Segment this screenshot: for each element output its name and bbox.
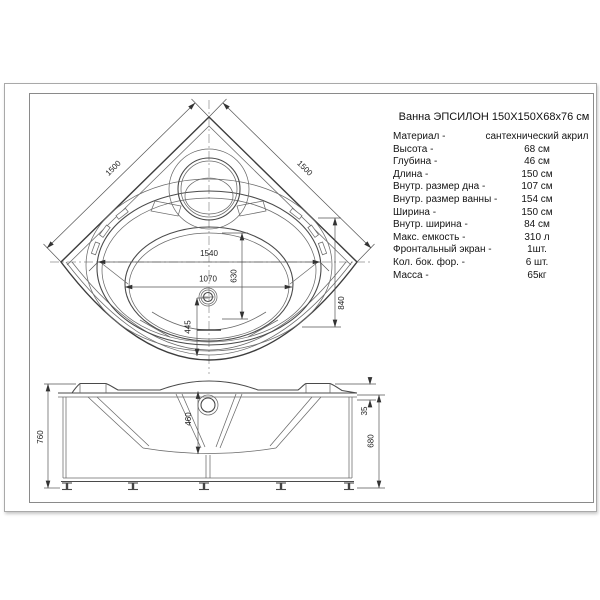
dim-label-bottom-width: 1070 <box>199 274 217 284</box>
spec-row <box>393 156 588 169</box>
page-title: Ванна ЭПСИЛОН 150Х150Х68х76 см <box>398 111 590 123</box>
spec-label: Высота - <box>393 143 434 155</box>
spec-label: Макс. емкость - <box>393 231 466 243</box>
foot <box>276 483 286 490</box>
spec-value: 150 см <box>521 206 553 218</box>
spec-value: 46 см <box>524 156 550 168</box>
spec-row <box>393 144 588 157</box>
dim-label-bath-depth: 460 <box>184 412 193 426</box>
spec-label: Материал - <box>393 131 446 142</box>
dim-label-rim-height: 35 <box>360 406 369 416</box>
dim-label-skirt-height: 680 <box>366 434 376 448</box>
spec-row <box>393 232 588 245</box>
spec-label: Фронтальный экран - <box>393 244 492 256</box>
foot <box>62 483 72 490</box>
spec-row <box>393 194 588 207</box>
spec-label: Внутр. размер дна - <box>393 181 486 193</box>
spec-row <box>393 270 588 283</box>
dim-label-side-height: 840 <box>337 296 346 310</box>
spec-value: 68 см <box>524 143 550 155</box>
front-view-dimensions <box>36 377 385 488</box>
spec-value: 6 шт. <box>525 256 549 268</box>
spec-label: Глубина - <box>393 156 438 168</box>
spec-table <box>393 131 588 282</box>
spec-label: Ширина - <box>393 206 437 218</box>
top-profile <box>58 381 357 393</box>
dim-label-inner-depth: 630 <box>229 269 239 283</box>
spec-row <box>393 169 588 182</box>
spec-value: 150 см <box>521 168 553 180</box>
tub-section <box>88 394 321 478</box>
dim-label-side-left: 1500 <box>103 158 123 178</box>
deck-panel-left <box>151 201 181 216</box>
dim-label-inner-width: 1540 <box>200 249 218 258</box>
dim-label-side-right: 1500 <box>295 158 315 178</box>
top-view <box>44 99 375 374</box>
spec-value: 1шт. <box>527 244 547 256</box>
dim-label-total-height: 760 <box>36 430 45 444</box>
spec-row <box>393 181 588 194</box>
spec-label: Внутр. размер ванны - <box>393 193 498 205</box>
edge-inner-left <box>67 126 209 265</box>
spec-row <box>393 244 588 257</box>
spec-label: Масса - <box>393 269 429 281</box>
spec-row <box>393 207 588 220</box>
spec-label: Внутр. ширина - <box>393 219 468 231</box>
spec-value: сантехнический акрил <box>485 131 589 142</box>
feet <box>62 483 354 490</box>
spec-value: 107 см <box>521 181 553 193</box>
spec-label: Кол. бок. фор. - <box>393 256 466 268</box>
front-view <box>36 377 385 490</box>
deck-panel-right <box>237 201 266 216</box>
edge-inner-right <box>209 126 351 265</box>
foot <box>344 483 354 490</box>
spec-value: 154 см <box>521 193 553 205</box>
spec-row <box>393 219 588 232</box>
dim-label-drain-offset: 445 <box>183 320 193 334</box>
spec-label: Длина - <box>393 168 429 180</box>
drain-top <box>199 288 217 306</box>
spec-row <box>393 257 588 270</box>
profile-ticks <box>80 384 330 394</box>
spec-row <box>393 131 588 144</box>
spec-value: 65кг <box>527 269 547 281</box>
drain-front <box>198 395 218 415</box>
spec-value: 84 см <box>524 219 550 231</box>
foot <box>199 483 209 490</box>
spec-value: 310 л <box>524 231 550 243</box>
foot <box>128 483 138 490</box>
